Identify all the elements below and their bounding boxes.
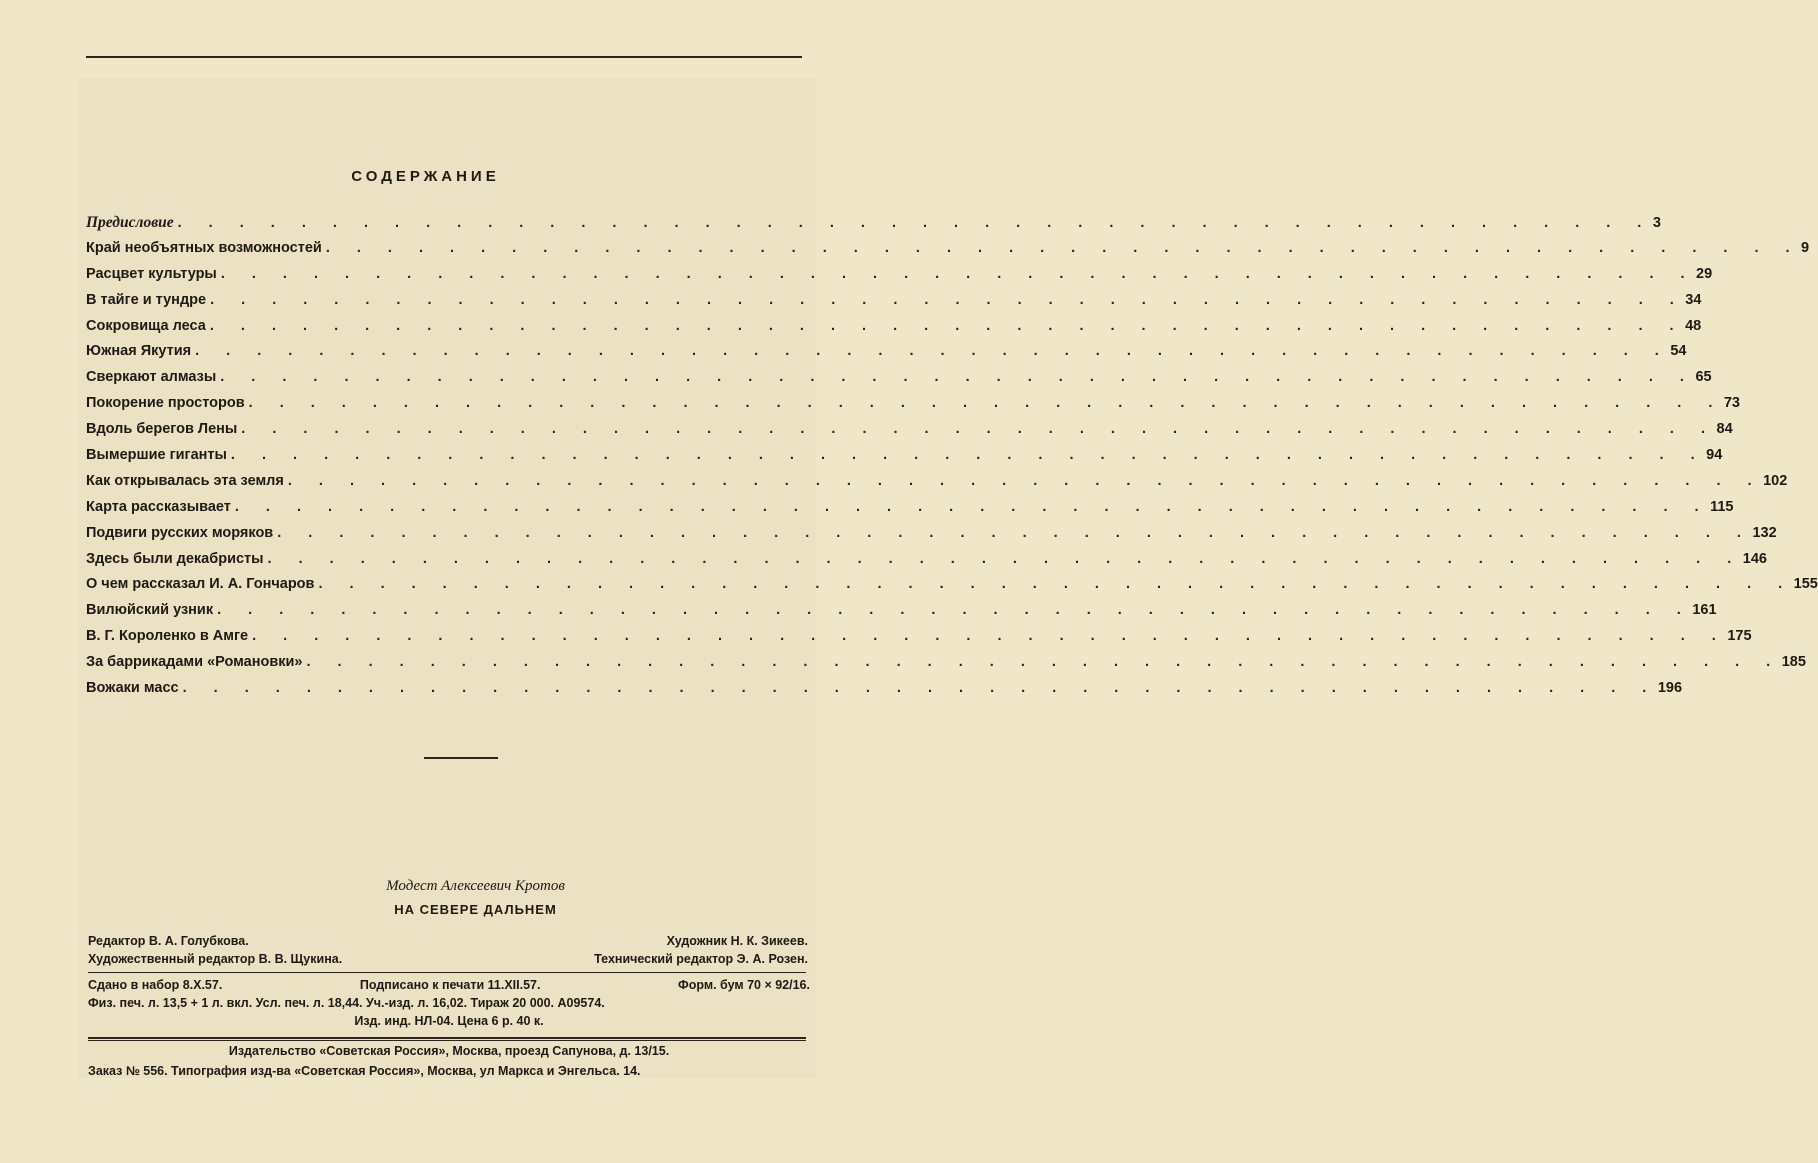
editor-credit: Редактор В. А. Голубкова.	[88, 934, 249, 948]
toc-entry-page: 175	[1727, 628, 1752, 645]
toc-title: СОДЕРЖАНИЕ	[351, 168, 500, 185]
publisher-address: Издательство «Советская Россия», Москва, проезд Сапунова, д. 13/15.	[228, 1044, 670, 1058]
toc-entry-title: Край необъятных возможностей	[86, 239, 322, 256]
toc-entry	[86, 576, 1818, 602]
toc-entry-page: 132	[1752, 524, 1777, 541]
toc-leader-dots: . . . . . . . . . . . . . . . . . . . . . . . . . . . . . . . . . . . . . . . . . . . . . . . .	[306, 654, 1782, 671]
toc-entry-title: Расцвет культуры	[86, 265, 217, 282]
toc-entry	[86, 317, 1702, 344]
toc-entry-page: 73	[1723, 395, 1740, 412]
toc-entry-page: 161	[1692, 602, 1717, 619]
toc-entry-page: 54	[1670, 343, 1687, 360]
toc-entry	[86, 654, 1806, 680]
toc-entry	[86, 628, 1752, 654]
print-order: Заказ № 556. Типография изд-ва «Советская Россия», Москва, ул Маркса и Энгельса. 14.	[88, 1064, 641, 1078]
toc-leader-dots: . . . . . . . . . . . . . . . . . . . . . . . . . . . . . . . . . . . . . . . . . . . . . . . .	[195, 343, 1671, 360]
toc-entry-page: 48	[1685, 317, 1702, 334]
toc-leader-dots: . . . . . . . . . . . . . . . . . . . . . . . . . . . . . . . . . . . . . . . . . . . . . . . .	[230, 447, 1707, 464]
author-name: Модест Алексеевич Кротов	[386, 878, 565, 894]
toc-entry	[86, 498, 1734, 525]
toc-entry-title: О чем рассказал И. А. Гончаров	[86, 576, 315, 593]
toc-entry-page: 146	[1742, 550, 1767, 567]
toc-entry-page: 65	[1695, 369, 1712, 386]
toc-leader-dots: . . . . . . . . . . . . . . . . . . . . . . . . . . . . . . . . . . . . . . . . . . . . . . . .	[210, 291, 1686, 308]
toc-entry-page: 185	[1781, 654, 1806, 671]
toc-entry	[86, 214, 1661, 240]
toc-entry-title: Вилюйский узник	[86, 602, 214, 619]
toc-leader-dots: . . . . . . . . . . . . . . . . . . . . . . . . . . . . . . . . . . . . . . . . . . . . . . . .	[217, 602, 1693, 619]
publisher-info	[88, 1044, 810, 1084]
toc-leader-dots: . . . . . . . . . . . . . . . . . . . . . . . . . . . . . . . . . . . . . . . . . . . . . . . .	[182, 680, 1658, 697]
toc-entry-page: 115	[1710, 498, 1734, 515]
toc-leader-dots: . . . . . . . . . . . . . . . . . . . . . . . . . . . . . . . . . . . . . . . . . . . . . . . .	[318, 576, 1794, 593]
toc-entry	[86, 421, 1733, 447]
toc-leader-dots: . . . . . . . . . . . . . . . . . . . . . . . . . . . . . . . . . . . . . . . . . . . . . . . .	[177, 215, 1653, 231]
toc-entry	[86, 550, 1767, 577]
toc-entry-page: 94	[1706, 447, 1723, 464]
toc-entry-title: Южная Якутия	[86, 343, 192, 360]
tech-editor-credit: Технический редактор Э. А. Розен.	[594, 952, 808, 966]
toc-entry	[86, 472, 1788, 499]
toc-leader-dots: . . . . . . . . . . . . . . . . . . . . . . . . . . . . . . . . . . . . . . . . . . . . . . . .	[209, 317, 1686, 334]
toc-entry-title: За баррикадами «Романовки»	[86, 654, 303, 671]
toc-entry-page: 155	[1793, 576, 1818, 593]
toc-entry-title: Сверкают алмазы	[86, 369, 217, 386]
toc-entry	[86, 680, 1683, 706]
toc-entry-page: 196	[1657, 680, 1683, 697]
credits-rule	[88, 972, 806, 973]
index-price: Изд. инд. НЛ-04. Цена 6 р. 40 к.	[354, 1014, 544, 1028]
toc-entry-title: Вожаки масс	[86, 680, 179, 697]
toc-leader-dots: . . . . . . . . . . . . . . . . . . . . . . . . . . . . . . . . . . . . . . . . . . . . . . . .	[325, 239, 1802, 256]
toc-entry	[86, 265, 1713, 292]
toc-leader-dots: . . . . . . . . . . . . . . . . . . . . . . . . . . . . . . . . . . . . . . . . . . . . . . . .	[248, 395, 1724, 412]
divider-rule	[424, 757, 498, 759]
toc-entry-title: Вымершие гиганты	[86, 447, 227, 464]
toc-entry-title: Как открывалась эта земля	[86, 472, 284, 489]
toc-entry-title: В. Г. Короленко в Амге	[86, 628, 249, 645]
toc-entry	[86, 291, 1702, 318]
toc-entry-title: Карта рассказывает	[86, 498, 231, 515]
toc-entry	[86, 343, 1687, 369]
imprint-rule-thin	[88, 1040, 806, 1041]
toc-entry	[86, 395, 1740, 421]
book-title: НА СЕВЕРЕ ДАЛЬНЕМ	[394, 902, 557, 917]
signed-to-print: Подписано к печати 11.XII.57.	[359, 978, 541, 992]
toc-entry-title: Предисловие	[86, 214, 174, 231]
toc-entry-title: Здесь были декабристы	[86, 550, 264, 567]
top-rule	[86, 56, 802, 58]
toc-entry-title: Подвиги русских моряков	[86, 524, 274, 541]
toc-entry	[86, 239, 1810, 266]
toc-entry	[86, 369, 1712, 395]
paper-format: Форм. бум 70 × 92/16.	[678, 978, 810, 992]
toc-entry-title: В тайге и тундре	[86, 291, 207, 308]
sheet-counts: Физ. печ. л. 13,5 + 1 л. вкл. Усл. печ. л. 18,44. Уч.-изд. л. 16,02. Тираж 20 000. А09574.	[88, 996, 605, 1010]
toc-entry-page: 102	[1763, 472, 1788, 489]
toc-entry-title: Покорение просторов	[86, 395, 245, 412]
toc-leader-dots: . . . . . . . . . . . . . . . . . . . . . . . . . . . . . . . . . . . . . . . . . . . . . . . .	[241, 421, 1717, 438]
toc-entry	[86, 447, 1723, 473]
toc-entry-page: 29	[1696, 265, 1713, 282]
toc-entry-page: 84	[1716, 421, 1733, 438]
toc-leader-dots: . . . . . . . . . . . . . . . . . . . . . . . . . . . . . . . . . . . . . . . . . . . . . . . .	[267, 550, 1743, 567]
toc-entry-title: Вдоль берегов Лены	[86, 421, 238, 438]
toc-leader-dots: . . . . . . . . . . . . . . . . . . . . . . . . . . . . . . . . . . . . . . . . . . . . . . . .	[287, 472, 1764, 489]
toc-entry	[86, 602, 1717, 628]
artist-credit: Художник Н. К. Зикеев.	[666, 934, 808, 948]
toc-entry-page: 9	[1801, 239, 1810, 256]
toc-entry-page: 34	[1685, 291, 1702, 308]
toc-entry-page: 3	[1652, 215, 1661, 231]
toc-list	[86, 214, 1818, 706]
toc-leader-dots: . . . . . . . . . . . . . . . . . . . . . . . . . . . . . . . . . . . . . . . . . . . . . . . .	[220, 369, 1696, 386]
toc-leader-dots: . . . . . . . . . . . . . . . . . . . . . . . . . . . . . . . . . . . . . . . . . . . . . . . .	[220, 265, 1697, 282]
art-editor-credit: Художественный редактор В. В. Щукина.	[88, 952, 343, 966]
credits	[88, 934, 808, 970]
imprint	[88, 978, 810, 1032]
imprint-rule	[88, 1037, 806, 1039]
toc-entry	[86, 524, 1777, 551]
sent-to-print: Сдано в набор 8.X.57.	[88, 978, 223, 992]
toc-leader-dots: . . . . . . . . . . . . . . . . . . . . . . . . . . . . . . . . . . . . . . . . . . . . . . . .	[234, 498, 1711, 515]
toc-entry-title: Сокровища леса	[86, 317, 206, 334]
toc-leader-dots: . . . . . . . . . . . . . . . . . . . . . . . . . . . . . . . . . . . . . . . . . . . . . . . .	[277, 524, 1753, 541]
toc-leader-dots: . . . . . . . . . . . . . . . . . . . . . . . . . . . . . . . . . . . . . . . . . . . . . . . .	[252, 628, 1728, 645]
